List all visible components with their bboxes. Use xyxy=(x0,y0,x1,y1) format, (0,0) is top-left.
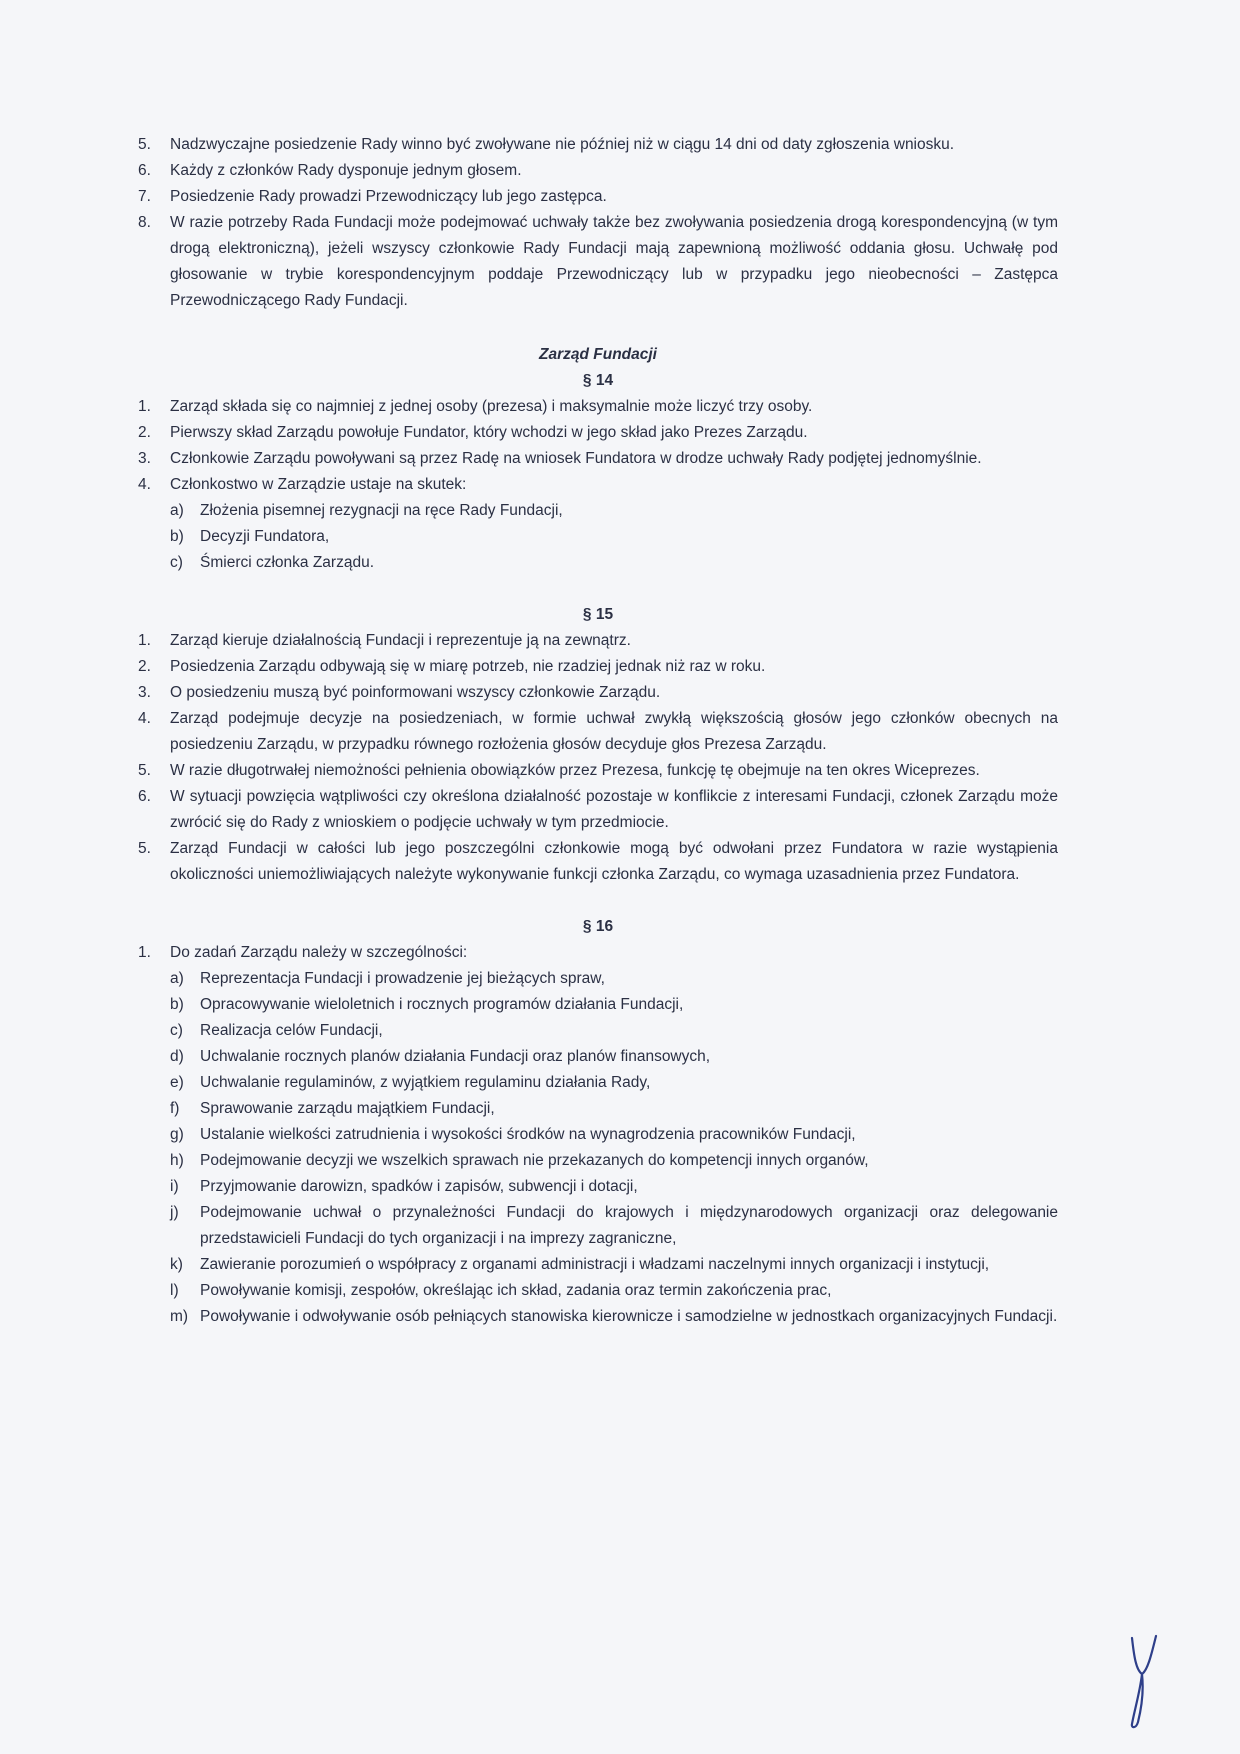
sub-item xyxy=(170,992,1058,1018)
signature-initials xyxy=(1118,1630,1168,1730)
item-number: 6. xyxy=(138,162,151,179)
item-number: 3. xyxy=(138,450,151,467)
sub-item-text: Realizacja celów Fundacji, xyxy=(200,1022,383,1039)
list-item xyxy=(138,472,1058,498)
list-item xyxy=(138,420,1058,446)
list-item xyxy=(138,706,1058,758)
sub-item-text: Reprezentacja Fundacji i prowadzenie jej bieżących spraw, xyxy=(200,970,605,987)
sub-item-text: Przyjmowanie darowizn, spadków i zapisów, subwencji i dotacji, xyxy=(200,1178,638,1195)
list-item xyxy=(138,654,1058,680)
sub-item xyxy=(170,1304,1058,1330)
item-text: Członkowie Zarządu powoływani są przez Radę na wniosek Fundatora w drodze uchwały Rady podjętej jednomyślnie. xyxy=(170,450,982,467)
sub-item-text: Śmierci członka Zarządu. xyxy=(200,554,375,571)
sub-item-text: Ustalanie wielkości zatrudnienia i wysokości środków na wynagrodzenia pracowników Fundacji, xyxy=(200,1126,856,1143)
sub-item-text: Sprawowanie zarządu majątkiem Fundacji, xyxy=(200,1100,495,1117)
item-number: 5. xyxy=(138,762,151,779)
sub-item-text: Zawieranie porozumień o współpracy z organami administracji i władzami naczelnymi innych organizacji i instytucji, xyxy=(200,1256,990,1273)
list-item xyxy=(138,784,1058,836)
sub-item-text: Powoływanie komisji, zespołów, określając ich skład, zadania oraz termin zakończenia prac, xyxy=(200,1282,832,1299)
list-item xyxy=(138,628,1058,654)
sub-item-text: Złożenia pisemnej rezygnacji na ręce Rady Fundacji, xyxy=(200,502,563,519)
item-number: 5. xyxy=(138,840,151,857)
item-number: 1. xyxy=(138,632,151,649)
paragraph-heading-14: § 14 xyxy=(582,372,614,389)
sub-item xyxy=(170,1200,1058,1252)
item-text: O posiedzeniu muszą być poinformowani wszyscy członkowie Zarządu. xyxy=(170,684,661,701)
sub-item xyxy=(170,1070,1058,1096)
sub-item-letter: i) xyxy=(170,1178,179,1195)
item-number: 5. xyxy=(138,136,151,153)
sub-item-letter: l) xyxy=(170,1282,179,1299)
sub-item-letter: c) xyxy=(170,554,183,571)
sub-item-letter: a) xyxy=(170,502,184,519)
list-item xyxy=(138,680,1058,706)
item-text: Zarząd Fundacji w całości lub jego poszczególni członkowie mogą być odwołani przez Fundatora w razie wystąpienia okoliczności uniemożliwiających należyte wykonywanie funkcji członka Zarządu, co wymaga uzasadnienia przez Fundatora. xyxy=(170,840,1058,883)
list-item xyxy=(138,836,1058,888)
sub-item xyxy=(170,550,1058,576)
item-text: Zarząd kieruje działalnością Fundacji i reprezentuje ją na zewnątrz. xyxy=(170,632,631,649)
sub-item-letter: d) xyxy=(170,1048,184,1065)
sub-item-text: Powoływanie i odwoływanie osób pełniących stanowiska kierownicze i samodzielne w jednostkach organizacyjnych Fundacji. xyxy=(200,1308,1058,1325)
sub-item-text: Uchwalanie regulaminów, z wyjątkiem regulaminu działania Rady, xyxy=(200,1074,651,1091)
item-number: 6. xyxy=(138,788,151,805)
list-item xyxy=(138,446,1058,472)
item-number: 3. xyxy=(138,684,151,701)
sub-item xyxy=(170,498,1058,524)
list-item xyxy=(138,940,1058,966)
item-number: 2. xyxy=(138,658,151,675)
sub-item-text: Decyzji Fundatora, xyxy=(200,528,330,545)
sub-item xyxy=(170,1018,1058,1044)
sub-item xyxy=(170,1278,1058,1304)
sub-item-text: Uchwalanie rocznych planów działania Fundacji oraz planów finansowych, xyxy=(200,1048,711,1065)
sub-item-letter: a) xyxy=(170,970,184,987)
item-text: Posiedzenia Zarządu odbywają się w miarę potrzeb, nie rzadziej jednak niż raz w roku. xyxy=(170,658,766,675)
item-number: 8. xyxy=(138,214,151,231)
item-number: 4. xyxy=(138,710,151,727)
item-text: W razie długotrwałej niemożności pełnienia obowiązków przez Prezesa, funkcję tę obejmuje na ten okres Wiceprezes. xyxy=(170,762,980,779)
item-number: 1. xyxy=(138,944,151,961)
list-item xyxy=(138,210,1058,314)
sub-item-letter: g) xyxy=(170,1126,184,1143)
sub-item xyxy=(170,1148,1058,1174)
sub-item xyxy=(170,1122,1058,1148)
item-number: 2. xyxy=(138,424,151,441)
item-text: W razie potrzeby Rada Fundacji może podejmować uchwały także bez zwoływania posiedzenia drogą korespondencyjną (w tym drogą elektroniczną), jeżeli wszyscy członkowie Rady Fundacji mają zapewnioną możliwość oddania głosu. Uchwałę pod głosowanie w trybie korespondencyjnym poddaje Przewodniczący lub w przypadku jego nieobecności – Zastępca Przewodniczącego Rady Fundacji. xyxy=(170,214,1058,309)
item-number: 7. xyxy=(138,188,151,205)
paragraph-heading-16: § 16 xyxy=(582,918,614,935)
sub-item-letter: m) xyxy=(170,1308,189,1325)
sub-item-text: Opracowywanie wieloletnich i rocznych programów działania Fundacji, xyxy=(200,996,684,1013)
document-page xyxy=(138,132,1058,1330)
list-item xyxy=(138,158,1058,184)
item-text: Zarząd podejmuje decyzje na posiedzeniach, w formie uchwał zwykłą większością głosów jego członków obecnych na posiedzeniu Zarządu, w przypadku równego rozłożenia głosów decyduje głos Prezesa Zarządu. xyxy=(170,710,1058,753)
item-text: Członkostwo w Zarządzie ustaje na skutek: xyxy=(170,476,467,493)
item-text: Do zadań Zarządu należy w szczególności: xyxy=(170,944,468,961)
item-number: 1. xyxy=(138,398,151,415)
sub-item-letter: b) xyxy=(170,528,184,545)
item-text: W sytuacji powzięcia wątpliwości czy określona działalność pozostaje w konflikcie z interesami Fundacji, członek Zarządu może zwrócić się do Rady z wnioskiem o podjęcie uchwały w tym przedmiocie. xyxy=(170,788,1058,831)
sub-item-text: Podejmowanie uchwał o przynależności Fundacji do krajowych i międzynarodowych organizacji oraz delegowanie przedstawicieli Fundacji do tych organizacji i na imprezy zagraniczne, xyxy=(200,1204,1058,1247)
item-text: Posiedzenie Rady prowadzi Przewodniczący lub jego zastępca. xyxy=(170,188,607,205)
item-number: 4. xyxy=(138,476,151,493)
sub-item xyxy=(170,1174,1058,1200)
sub-item xyxy=(170,966,1058,992)
item-text: Zarząd składa się co najmniej z jednej osoby (prezesa) i maksymalnie może liczyć trzy osoby. xyxy=(170,398,813,415)
sub-item xyxy=(170,524,1058,550)
list-item xyxy=(138,394,1058,420)
item-text: Pierwszy skład Zarządu powołuje Fundator, który wchodzi w jego skład jako Prezes Zarządu. xyxy=(170,424,808,441)
list-item xyxy=(138,132,1058,158)
sub-item-letter: j) xyxy=(170,1204,179,1221)
sub-item xyxy=(170,1044,1058,1070)
item-text: Nadzwyczajne posiedzenie Rady winno być zwoływane nie później niż w ciągu 14 dni od daty zgłoszenia wniosku. xyxy=(170,136,955,153)
paragraph-heading-15: § 15 xyxy=(582,606,614,623)
sub-item-letter: h) xyxy=(170,1152,184,1169)
sub-item xyxy=(170,1252,1058,1278)
sub-item-letter: b) xyxy=(170,996,184,1013)
list-item xyxy=(138,184,1058,210)
sub-item-letter: f) xyxy=(170,1100,180,1117)
item-text: Każdy z członków Rady dysponuje jednym głosem. xyxy=(170,162,522,179)
sub-item-letter: k) xyxy=(170,1256,183,1273)
sub-item-letter: e) xyxy=(170,1074,184,1091)
list-item xyxy=(138,758,1058,784)
sub-item-text: Podejmowanie decyzji we wszelkich sprawach nie przekazanych do kompetencji innych organów, xyxy=(200,1152,869,1169)
sub-item xyxy=(170,1096,1058,1122)
sub-item-letter: c) xyxy=(170,1022,183,1039)
section-title: Zarząd Fundacji xyxy=(539,346,657,363)
